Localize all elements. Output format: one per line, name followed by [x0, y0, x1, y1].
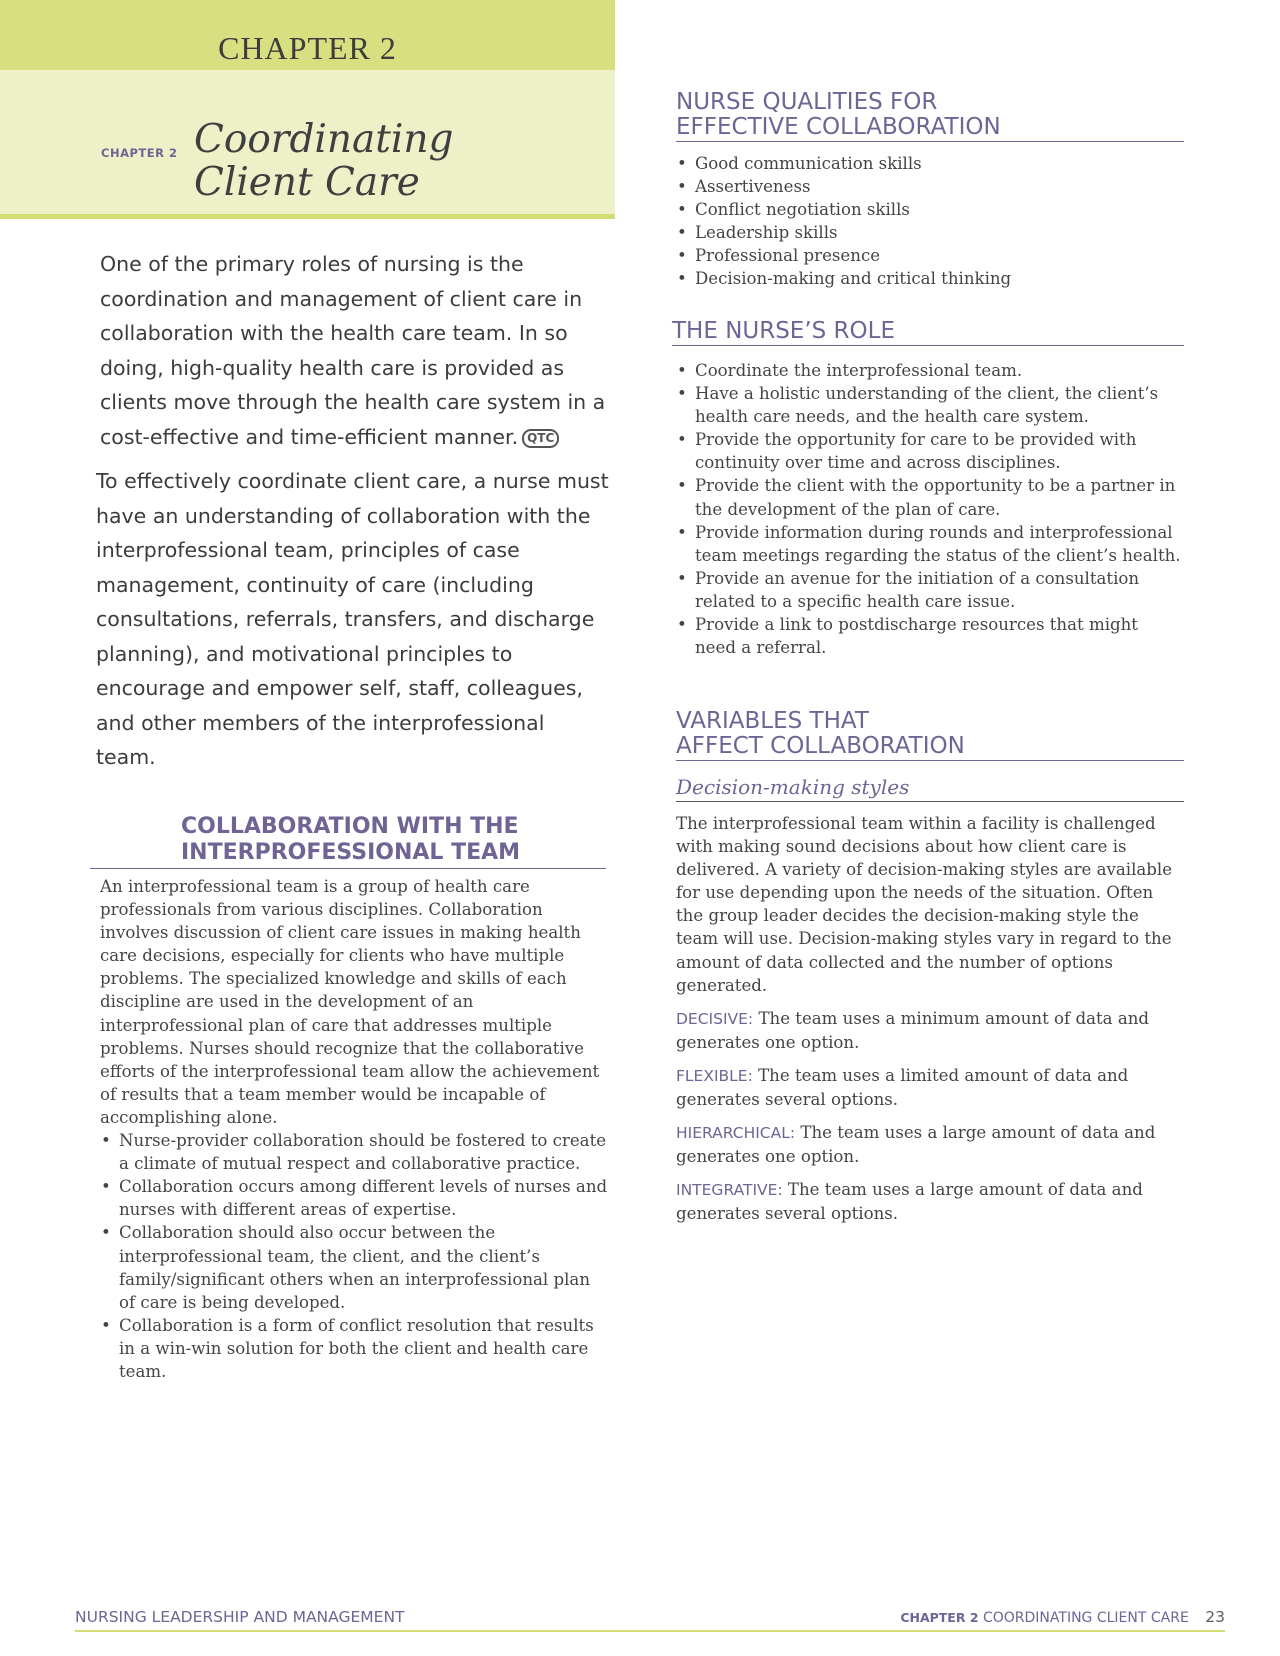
style-flexible	[676, 1064, 1184, 1111]
list-item: • Decision-making and critical thinking	[676, 267, 1184, 290]
style-desc: The team uses a large amount of data and generates several options.	[676, 1180, 1143, 1224]
style-desc: The team uses a large amount of data and generates one option.	[676, 1123, 1156, 1167]
list-item: • Professional presence	[676, 244, 1184, 267]
list-item: • Collaboration occurs among different levels of nurses and nurses with different areas of expertise.	[100, 1175, 608, 1221]
nurse-qualities-heading-line1: NURSE QUALITIES FOR	[676, 89, 938, 115]
list-item: • Conflict negotiation skills	[676, 198, 1184, 221]
variables-heading-line2: AFFECT COLLABORATION	[676, 733, 965, 759]
list-item: • Provide the client with the opportunity to be a partner in the development of the plan of care.	[676, 474, 1184, 520]
intro-paragraph-1: One of the primary roles of nursing is the coordination and management of client care in collaboration with the health care team. In so doing, high-quality health care is provided as clients move through the health care system in a cost-effective and time-efficient manner. QTC	[100, 252, 606, 449]
style-term: DECISIVE:	[676, 1009, 754, 1028]
variables-heading-line1: VARIABLES THAT	[676, 708, 869, 734]
style-hierarchical	[676, 1121, 1184, 1168]
chapter-label-small: CHAPTER 2	[101, 146, 178, 160]
variables-paragraph: The interprofessional team within a facility is challenged with making sound decisions about how client care is delivered. A variety of decision-making styles are available for use depending upon the needs of the situation. Often the group leader decides the decision-making style the team will use. Decision-making styles vary in regard to the amount of data collected and the number of options generated.	[676, 814, 1173, 995]
list-item: • Provide information during rounds and interprofessional team meetings regarding the status of the client’s health.	[676, 521, 1184, 567]
list-item: • Nurse-provider collaboration should be fostered to create a climate of mutual respect and collaborative practice.	[100, 1129, 608, 1175]
list-item: • Provide a link to postdischarge resources that might need a referral.	[676, 613, 1184, 659]
variables-section	[676, 709, 1184, 1236]
nurse-qualities-section	[676, 90, 1184, 291]
list-item: • Coordinate the interprofessional team.	[676, 359, 1184, 382]
collaboration-bullets	[100, 1129, 608, 1383]
decision-making-subheading: Decision-making styles	[676, 774, 1184, 802]
collaboration-heading	[90, 814, 606, 869]
style-desc: The team uses a limited amount of data and generates several options.	[676, 1065, 1129, 1110]
collaboration-heading-line1: COLLABORATION WITH THE	[181, 814, 519, 839]
list-item: • Provide an avenue for the initiation of a consultation related to a specific health care issue.	[676, 567, 1184, 613]
nurse-qualities-heading-line2: EFFECTIVE COLLABORATION	[676, 114, 1001, 140]
variables-heading	[676, 709, 1184, 761]
intro-paragraph-2: To effectively coordinate client care, a nurse must have an understanding of collaboration with the interprofessional team, principles of case management, continuity of care (including consultations, referrals, transfers, and discharge planning), and motivational principles to encourage and empower self, staff, colleagues, and other members of the interprofessional team.	[96, 469, 609, 769]
nurse-qualities-bullets	[676, 152, 1184, 291]
intro-text	[96, 247, 610, 785]
collaboration-heading-line2: INTERPROFESSIONAL TEAM	[181, 840, 521, 865]
list-item: • Leadership skills	[676, 221, 1184, 244]
qtc-badge-icon: QTC	[522, 429, 559, 448]
style-desc: The team uses a minimum amount of data and generates one option.	[676, 1008, 1150, 1052]
footer-chapter-number: CHAPTER 2	[900, 1610, 979, 1625]
list-item: • Have a holistic understanding of the client, the client’s health care needs, and the health care system.	[676, 382, 1184, 428]
nurse-role-section	[672, 319, 1184, 659]
collaboration-paragraph: An interprofessional team is a group of health care professionals from various disciplines. Collaboration involves discussion of client care issues in making health care decisions, especially for clients who have multiple problems. The specialized knowledge and skills of each discipline are used in the development of an interprofessional plan of care that addresses multiple problems. Nurses should recognize that the collaborative efforts of the interprofessional team allow the achievement of results that a team member would be incapable of accomplishing alone.	[100, 877, 600, 1127]
list-item: • Collaboration is a form of conflict resolution that results in a win-win solution for both the client and health care team.	[100, 1314, 608, 1383]
nurse-qualities-heading	[676, 90, 1184, 142]
nurse-role-heading	[672, 319, 1184, 346]
nurse-role-bullets	[676, 359, 1184, 659]
style-term: INTEGRATIVE:	[676, 1181, 783, 1200]
page-number: 23	[1205, 1608, 1225, 1626]
variables-body	[676, 812, 1184, 1226]
nurse-role-heading-text: THE NURSE’S ROLE	[672, 318, 895, 344]
collaboration-body	[100, 875, 608, 1383]
page-title	[194, 118, 453, 204]
footer-chapter	[900, 1608, 1225, 1626]
page-title-line1: Coordinating	[194, 117, 454, 162]
list-item: • Provide the opportunity for care to be provided with continuity over time and across disciplines.	[676, 428, 1184, 474]
page-title-line2: Client Care	[194, 160, 420, 205]
style-decisive	[676, 1007, 1184, 1054]
list-item: • Assertiveness	[676, 175, 1184, 198]
footer-book-title: NURSING LEADERSHIP AND MANAGEMENT	[75, 1608, 405, 1626]
list-item: • Collaboration should also occur between the interprofessional team, the client, and the client’s family/significant others when an interprofessional plan of care is being developed.	[100, 1221, 608, 1313]
style-term: HIERARCHICAL:	[676, 1124, 796, 1143]
chapter-band-label: CHAPTER 2	[218, 30, 397, 66]
footer-chapter-title: COORDINATING CLIENT CARE	[982, 1610, 1189, 1626]
page-footer	[75, 1606, 1225, 1632]
list-item: • Good communication skills	[676, 152, 1184, 175]
style-integrative	[676, 1178, 1184, 1225]
style-term: FLEXIBLE:	[676, 1066, 753, 1085]
